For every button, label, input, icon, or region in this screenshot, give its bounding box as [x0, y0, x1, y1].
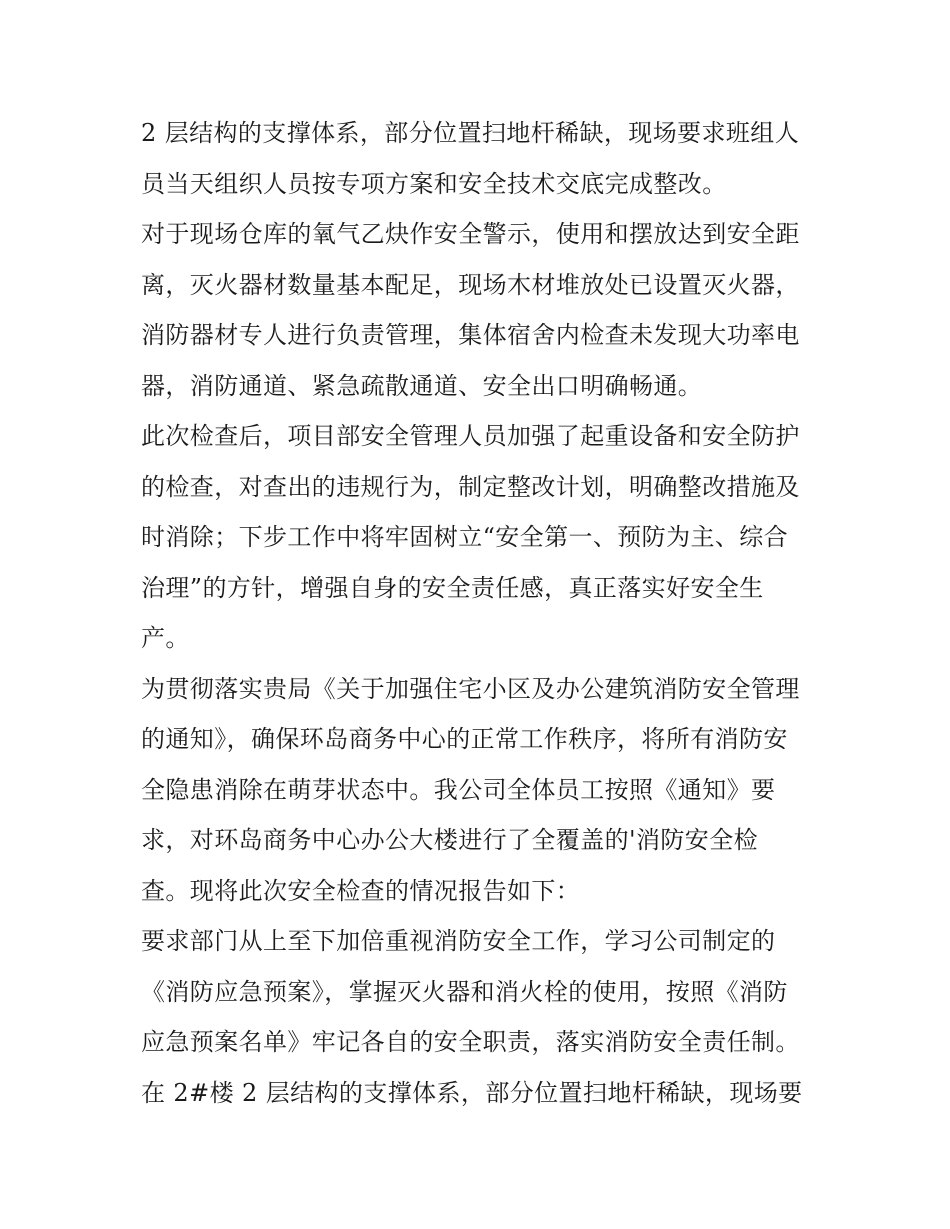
text-line: 应急预案名单》牢记各自的安全职责，落实消防安全责任制。 [141, 1028, 800, 1056]
text-line: 产。 [141, 624, 190, 652]
text-line: 2 层结构的支撑体系，部分位置扫地杆稀缺，现场要求班组人 [141, 119, 800, 147]
text-line: 此次检查后，项目部安全管理人员加强了起重设备和安全防护 [141, 422, 800, 450]
text-line: 在 2#楼 2 层结构的支撑体系，部分位置扫地杆稀缺，现场要 [141, 1078, 803, 1107]
text-line: 查。现将此次安全检查的情况报告如下： [141, 876, 581, 905]
text-line: 全隐患消除在萌芽状态中。我公司全体员工按照《通知》要 [141, 775, 776, 804]
text-line: 器，消防通道、紧急疏散通道、安全出口明确畅通。 [141, 371, 703, 400]
text-line: 消防器材专人进行负责管理，集体宿舍内检查未发现大功率电 [141, 321, 800, 349]
document-body [141, 108, 831, 1118]
text-line: 员当天组织人员按专项方案和安全技术交底完成整改。 [141, 169, 727, 198]
text-line: 的通知》，确保环岛商务中心的正常工作秩序，将所有消防安 [141, 725, 788, 753]
text-line: 治理”的方针，增强自身的安全责任感，真正落实好安全生 [141, 573, 764, 602]
text-line: 时消除；下步工作中将牢固树立“安全第一、预防为主、综合 [141, 523, 789, 551]
text-line: 《消防应急预案》，掌握灭火器和消火栓的使用，按照《消防 [141, 977, 788, 1006]
text-line: 要求部门从上至下加倍重视消防安全工作，学习公司制定的 [141, 927, 776, 955]
text-line: 的检查，对查出的违规行为，制定整改计划，明确整改措施及 [141, 472, 800, 501]
text-line: 对于现场仓库的氧气乙炔作安全警示，使用和摆放达到安全距 [141, 220, 800, 248]
text-line: 离，灭火器材数量基本配足，现场木材堆放处已设置灭火器， [141, 270, 800, 299]
text-line: 为贯彻落实贵局《关于加强住宅小区及办公建筑消防安全管理 [141, 674, 800, 703]
text-line: 求，对环岛商务中心办公大楼进行了全覆盖的'消防安全检 [141, 826, 758, 854]
